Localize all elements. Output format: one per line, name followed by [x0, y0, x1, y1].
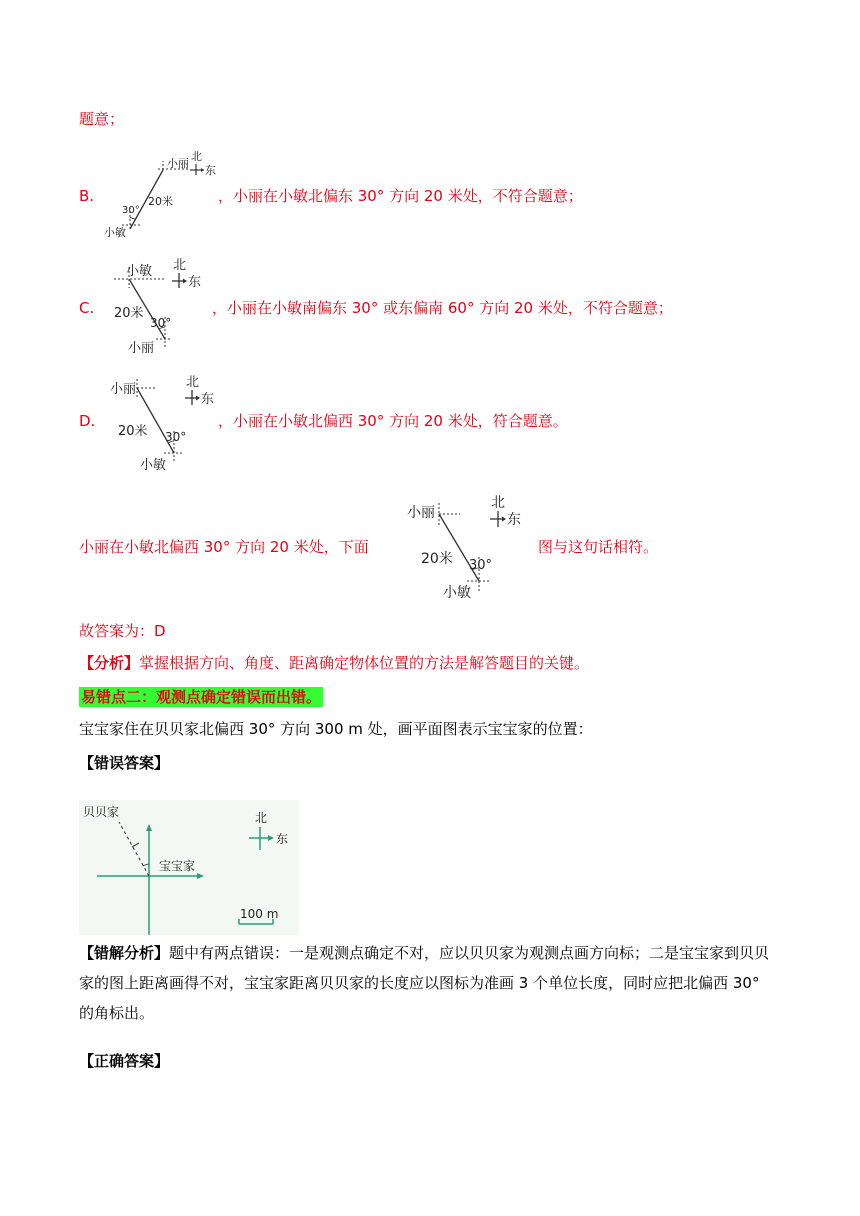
label-xiaoli: 小丽: [128, 341, 155, 356]
label-distance: 20米: [148, 195, 173, 208]
label-distance: 20米: [421, 551, 453, 567]
label-xiaoli: 小丽: [167, 157, 189, 170]
label-north: 北: [255, 811, 268, 825]
figure-option-d: [108, 373, 228, 475]
pitfall-title-line: [79, 686, 323, 708]
label-xiaomin: 小敏: [104, 226, 126, 239]
label-north: 北: [191, 150, 202, 163]
pitfall-title: 易错点二：观测点确定错误而出错。: [81, 688, 322, 706]
error-analysis-paragraph: [79, 938, 779, 1028]
option-b-text: ，小丽在小敏北偏东 30° 方向 20 米处，不符合题意；: [218, 187, 583, 205]
label-north: 北: [491, 495, 505, 511]
analysis-line: [79, 652, 589, 674]
label-distance: 20米: [114, 306, 144, 321]
error-analysis-text: 题中有两点错误：一是观测点确定不对，应以贝贝家为观测点画方向标；二是宝宝家到贝贝家的图上距离画得不对，宝宝家距离贝贝家的长度应以图标为准画 3 个单位长度，同时应把北偏西 30° 的角标出。: [79, 944, 770, 1022]
label-xiaoli: 小丽: [407, 505, 435, 521]
label-angle: 30°: [165, 430, 187, 444]
label-east: 东: [507, 512, 521, 528]
analysis-tag: 【分析】: [79, 654, 140, 672]
figure-option-b: [100, 145, 230, 240]
label-north: 北: [186, 375, 200, 390]
option-c-letter: C.: [79, 299, 95, 317]
opening-text: 题意；: [79, 110, 125, 128]
option-b-letter: B.: [79, 187, 95, 205]
label-baobao: 宝宝家: [159, 859, 196, 873]
label-angle: 30°: [150, 316, 172, 330]
option-d-letter: D.: [79, 412, 96, 430]
option-d-text: ，小丽在小敏北偏西 30° 方向 20 米处，符合题意。: [218, 412, 568, 430]
answer-line: 故答案为：D: [79, 622, 166, 640]
label-north: 北: [173, 258, 187, 273]
correct-answer-heading: 【正确答案】: [79, 1052, 170, 1070]
problem-text: 宝宝家住在贝贝家北偏西 30° 方向 300 m 处，画平面图表示宝宝家的位置：: [79, 720, 593, 738]
label-xiaomin: 小敏: [126, 264, 153, 279]
conclusion-before: 小丽在小敏北偏西 30° 方向 20 米处，下面: [79, 538, 369, 556]
error-analysis-tag: 【错解分析】: [79, 944, 170, 962]
label-xiaoli: 小丽: [110, 382, 137, 397]
label-angle: 30°: [122, 205, 140, 216]
label-east: 东: [205, 164, 216, 177]
analysis-text: 掌握根据方向、角度、距离确定物体位置的方法是解答题目的关键。: [139, 654, 590, 672]
option-c-text: ，小丽在小敏南偏东 30° 或东偏南 60° 方向 20 米处，不符合题意；: [212, 299, 673, 317]
label-xiaomin: 小敏: [443, 585, 471, 601]
label-distance: 20米: [118, 424, 148, 439]
label-east: 东: [201, 392, 215, 407]
figure-wrong-answer: [79, 800, 299, 935]
wrong-answer-heading: 【错误答案】: [79, 754, 170, 772]
label-east: 东: [188, 275, 202, 290]
label-east: 东: [276, 832, 289, 846]
conclusion-after: 图与这句话相符。: [538, 538, 659, 556]
label-angle: 30°: [469, 558, 493, 573]
figure-conclusion: [405, 493, 535, 603]
label-beibei: 贝贝家: [83, 805, 120, 819]
label-xiaomin: 小敏: [140, 458, 167, 473]
label-scale: 100 m: [240, 907, 279, 921]
